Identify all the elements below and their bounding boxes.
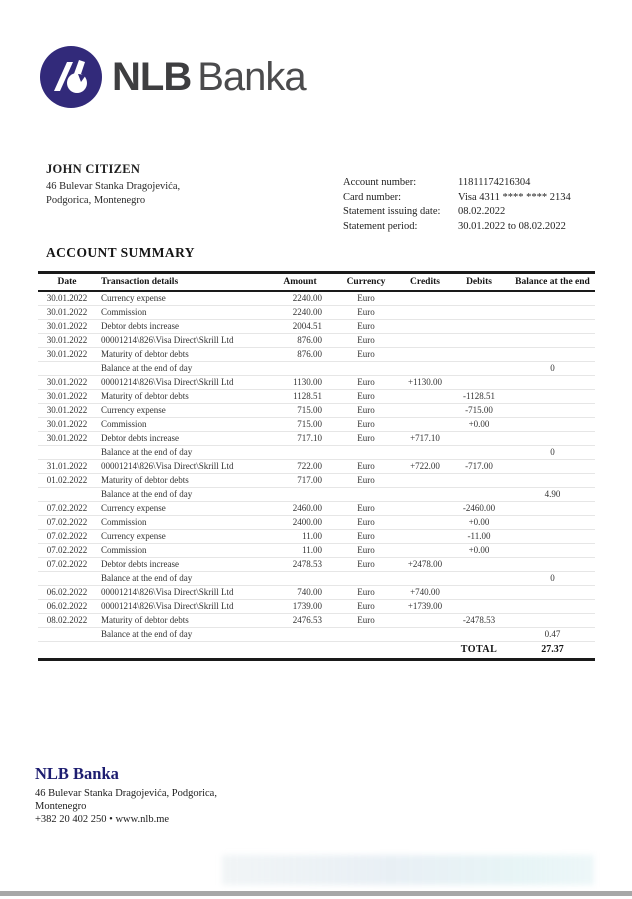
cell-date [38,446,96,460]
account-summary-title: ACCOUNT SUMMARY [46,245,195,260]
transaction-row [38,432,595,446]
cell-balance [510,404,595,418]
cell-amount [270,488,330,502]
cell-details: Balance at the end of day [96,446,270,460]
cell-details: Currency expense [96,502,270,516]
table-header-row [38,273,595,292]
cell-amount: 2400.00 [270,516,330,530]
cell-credits [402,320,448,334]
transaction-row [38,348,595,362]
cell-details: Balance at the end of day [96,628,270,642]
cell-balance [510,586,595,600]
cell-details: Balance at the end of day [96,362,270,376]
cell-date [38,628,96,642]
cell-currency: Euro [330,586,402,600]
scan-edge-bar [0,891,632,896]
cell-currency [330,488,402,502]
cell-currency: Euro [330,516,402,530]
cell-details: Commission [96,418,270,432]
cell-details: Commission [96,306,270,320]
cell-date: 07.02.2022 [38,516,96,530]
cell-balance [510,530,595,544]
cell-debits: -1128.51 [448,390,510,404]
cell-credits [402,334,448,348]
cell-amount [270,362,330,376]
cell-credits [402,348,448,362]
cell-currency [330,572,402,586]
cell-debits: -2460.00 [448,502,510,516]
column-header-currency: Currency [330,273,402,292]
cell-credits [402,291,448,306]
cell-debits: -717.00 [448,460,510,474]
info-label: Account number: [343,177,417,188]
footer-contact: +382 20 402 250 • www.nlb.me [35,814,170,825]
transaction-row [38,306,595,320]
cell-amount: 740.00 [270,586,330,600]
transaction-row [38,586,595,600]
footer-address-line1: 46 Bulevar Stanka Dragojevića, Podgorica, [35,788,217,799]
cell-amount: 876.00 [270,348,330,362]
cell-debits [448,334,510,348]
transaction-row [38,502,595,516]
cell-currency: Euro [330,390,402,404]
cell-debits [448,320,510,334]
transaction-row [38,558,595,572]
cell-details: Maturity of debtor debts [96,348,270,362]
bank-brand-header [40,46,306,108]
transactions-table [38,271,595,661]
cell-amount [270,446,330,460]
cell-amount: 2478.53 [270,558,330,572]
cell-details: 00001214\826\Visa Direct\Skrill Ltd [96,600,270,614]
balance-row [38,572,595,586]
statement-info-row [343,191,571,206]
cell-balance [510,418,595,432]
bank-footer [35,764,217,826]
brand-name-bold: NLB [112,55,192,99]
cell-date: 07.02.2022 [38,558,96,572]
cell-amount: 11.00 [270,544,330,558]
cell-date [38,488,96,502]
statement-info-row [343,176,571,191]
column-header-amount: Amount [270,273,330,292]
cell-currency: Euro [330,558,402,572]
transaction-row [38,418,595,432]
column-header-balance: Balance at the end [510,273,595,292]
cell-currency: Euro [330,432,402,446]
cell-currency: Euro [330,600,402,614]
cell-currency: Euro [330,291,402,306]
balance-row [38,488,595,502]
cell-balance [510,460,595,474]
cell-details: Balance at the end of day [96,488,270,502]
statement-info-block [343,176,571,234]
cell-date: 30.01.2022 [38,306,96,320]
cell-date: 30.01.2022 [38,404,96,418]
cell-currency [330,446,402,460]
cell-date: 07.02.2022 [38,502,96,516]
cell-credits [402,614,448,628]
cell-details: Balance at the end of day [96,572,270,586]
cell-details: 00001214\826\Visa Direct\Skrill Ltd [96,586,270,600]
cell-details: Maturity of debtor debts [96,474,270,488]
cell-amount: 715.00 [270,404,330,418]
cell-details: Currency expense [96,404,270,418]
cell-credits [402,544,448,558]
footer-bank-name: NLB Banka [35,764,119,783]
cell-date [38,362,96,376]
cell-debits [448,628,510,642]
cell-amount: 717.00 [270,474,330,488]
cell-debits: -715.00 [448,404,510,418]
cell-details: Maturity of debtor debts [96,390,270,404]
cell-debits: +0.00 [448,516,510,530]
cell-date: 06.02.2022 [38,586,96,600]
cell-date: 31.01.2022 [38,460,96,474]
cell-currency [330,628,402,642]
total-label: TOTAL [460,644,498,655]
info-value: 08.02.2022 [458,206,506,218]
cell-amount: 722.00 [270,460,330,474]
cell-date: 30.01.2022 [38,320,96,334]
cell-credits [402,446,448,460]
cell-credits: +1739.00 [402,600,448,614]
customer-name: JOHN CITIZEN [46,162,141,176]
cell-debits: -11.00 [448,530,510,544]
bank-brand-name [112,46,306,108]
cell-details: 00001214\826\Visa Direct\Skrill Ltd [96,460,270,474]
balance-row [38,446,595,460]
cell-credits [402,404,448,418]
cell-date: 07.02.2022 [38,530,96,544]
cell-currency: Euro [330,334,402,348]
cell-amount: 2004.51 [270,320,330,334]
cell-amount: 2476.53 [270,614,330,628]
cell-balance: 0 [510,572,595,586]
cell-debits [448,488,510,502]
cell-debits [448,446,510,460]
footer-address-line2: Montenegro [35,801,87,812]
cell-date: 30.01.2022 [38,376,96,390]
column-header-details: Transaction details [96,273,270,292]
balance-row [38,362,595,376]
cell-debits: +0.00 [448,544,510,558]
cell-debits: +0.00 [448,418,510,432]
summary-table-body [38,291,595,642]
cell-date: 08.02.2022 [38,614,96,628]
customer-address-line2: Podgorica, Montenegro [46,194,146,206]
column-header-debits: Debits [448,273,510,292]
cell-credits [402,516,448,530]
cell-balance: 0 [510,446,595,460]
cell-amount: 2240.00 [270,306,330,320]
cell-date: 01.02.2022 [38,474,96,488]
cell-balance [510,320,595,334]
transaction-row [38,404,595,418]
transaction-row [38,600,595,614]
cell-amount: 717.10 [270,432,330,446]
transaction-row [38,376,595,390]
cell-date: 30.01.2022 [38,334,96,348]
cell-details: 00001214\826\Visa Direct\Skrill Ltd [96,376,270,390]
cell-balance [510,600,595,614]
info-label: Card number: [343,191,402,203]
transaction-row [38,474,595,488]
info-label: Statement period: [343,220,418,232]
transaction-row [38,320,595,334]
statement-info-row [343,205,571,220]
brand-name-regular: Banka [197,55,306,99]
cell-balance [510,291,595,306]
total-value: 27.37 [541,644,564,655]
cell-credits [402,530,448,544]
info-value: Visa 4311 **** **** 2134 [458,191,571,203]
cell-credits [402,474,448,488]
cell-credits: +2478.00 [402,558,448,572]
cell-balance [510,390,595,404]
balance-row [38,628,595,642]
cell-debits [448,348,510,362]
transaction-row [38,460,595,474]
cell-credits [402,488,448,502]
cell-currency: Euro [330,320,402,334]
cell-debits [448,474,510,488]
cell-balance [510,544,595,558]
cell-credits [402,390,448,404]
cell-balance: 0 [510,362,595,376]
cell-currency: Euro [330,348,402,362]
cell-credits [402,572,448,586]
cell-credits: +722.00 [402,460,448,474]
cell-date: 30.01.2022 [38,291,96,306]
cell-details: Debtor debts increase [96,320,270,334]
cell-details: Debtor debts increase [96,432,270,446]
cell-details: Maturity of debtor debts [96,614,270,628]
transaction-row [38,614,595,628]
cell-amount: 11.00 [270,530,330,544]
cell-details: Debtor debts increase [96,558,270,572]
cell-balance [510,558,595,572]
cell-amount: 715.00 [270,418,330,432]
cell-balance [510,376,595,390]
customer-block [46,162,180,207]
cell-balance [510,502,595,516]
cell-debits [448,291,510,306]
cell-balance [510,516,595,530]
cell-debits: -2478.53 [448,614,510,628]
cell-currency: Euro [330,502,402,516]
cell-currency: Euro [330,404,402,418]
transaction-row [38,516,595,530]
cell-debits [448,586,510,600]
cell-debits [448,376,510,390]
cell-debits [448,306,510,320]
cell-details: Currency expense [96,530,270,544]
cell-details: 00001214\826\Visa Direct\Skrill Ltd [96,334,270,348]
total-row [38,642,595,660]
cell-amount [270,572,330,586]
cell-amount [270,628,330,642]
cell-debits [448,572,510,586]
cell-date [38,572,96,586]
cell-balance: 0.47 [510,628,595,642]
cell-date: 07.02.2022 [38,544,96,558]
cell-balance [510,474,595,488]
cell-credits [402,628,448,642]
cell-currency: Euro [330,474,402,488]
scan-smudge-artifact [222,855,594,885]
cell-amount: 2460.00 [270,502,330,516]
info-label: Statement issuing date: [343,206,441,218]
cell-amount: 876.00 [270,334,330,348]
cell-credits [402,362,448,376]
cell-date: 06.02.2022 [38,600,96,614]
cell-credits [402,306,448,320]
transaction-row [38,390,595,404]
cell-credits: +740.00 [402,586,448,600]
cell-credits: +717.10 [402,432,448,446]
transaction-row [38,291,595,306]
cell-date: 30.01.2022 [38,390,96,404]
cell-amount: 2240.00 [270,291,330,306]
cell-balance [510,432,595,446]
transaction-row [38,334,595,348]
cell-credits [402,418,448,432]
cell-currency [330,362,402,376]
cell-details: Commission [96,544,270,558]
info-value: 11811174216304 [458,177,531,188]
cell-balance [510,334,595,348]
cell-amount: 1128.51 [270,390,330,404]
cell-debits [448,558,510,572]
cell-balance [510,348,595,362]
cell-balance: 4.90 [510,488,595,502]
customer-address-line1: 46 Bulevar Stanka Dragojevića, [46,181,181,192]
transaction-row [38,530,595,544]
cell-debits [448,600,510,614]
column-header-credits: Credits [402,273,448,292]
info-value: 30.01.2022 to 08.02.2022 [458,220,566,232]
cell-currency: Euro [330,614,402,628]
total-spacer [38,642,448,660]
cell-balance [510,306,595,320]
cell-credits: +1130.00 [402,376,448,390]
cell-balance [510,614,595,628]
cell-currency: Euro [330,460,402,474]
cell-currency: Euro [330,376,402,390]
cell-debits [448,362,510,376]
statement-info-row [343,220,571,235]
cell-currency: Euro [330,418,402,432]
cell-currency: Euro [330,530,402,544]
cell-date: 30.01.2022 [38,432,96,446]
cell-date: 30.01.2022 [38,348,96,362]
transaction-row [38,544,595,558]
cell-currency: Euro [330,544,402,558]
cell-debits [448,432,510,446]
cell-currency: Euro [330,306,402,320]
cell-amount: 1130.00 [270,376,330,390]
cell-credits [402,502,448,516]
cell-date: 30.01.2022 [38,418,96,432]
nlb-logo-icon [40,46,102,108]
cell-amount: 1739.00 [270,600,330,614]
column-header-date: Date [38,273,96,292]
cell-details: Currency expense [96,291,270,306]
cell-details: Commission [96,516,270,530]
